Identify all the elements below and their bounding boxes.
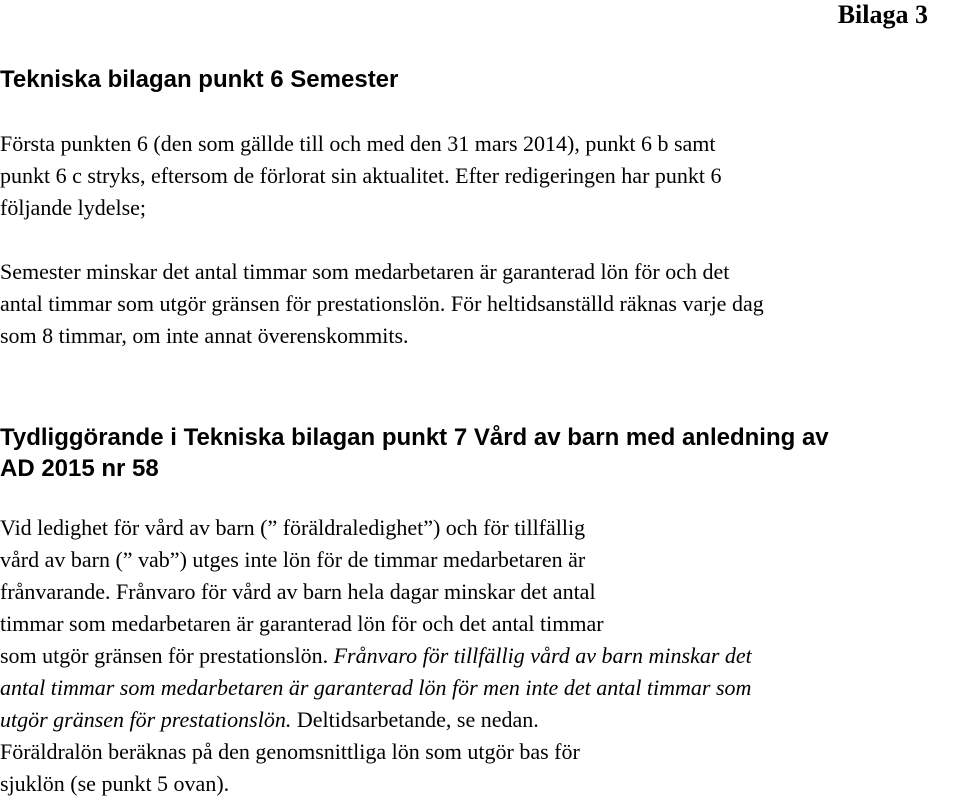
text-line: timmar som medarbetaren är garanterad lön för och det antal timmar [0,611,604,636]
text-line [0,640,752,672]
section-1-paragraph-2 [0,256,764,352]
italic-text-segment: utgör gränsen för prestationslön. [0,707,292,732]
appendix-label: Bilaga 3 [837,0,928,29]
text-line: följande lydelse; [0,195,147,220]
text-line [0,672,752,704]
section-1-paragraph-1 [0,128,722,224]
text-segment: som utgör gränsen för prestationslön. [0,643,334,668]
text-line: Vid ledighet för vård av barn (” föräldraledighet”) och för tillfällig [0,515,586,540]
text-line: vård av barn (” vab”) utges inte lön för de timmar medarbetaren är [0,547,586,572]
section-2-title [0,422,960,484]
section-2-paragraph [0,512,752,800]
section-1-title: Tekniska bilagan punkt 6 Semester [0,66,399,93]
text-line: antal timmar som utgör gränsen för prestationslön. För heltidsanställd räknas varje dag [0,291,764,316]
italic-text-segment: antal timmar som medarbetaren är garanterad lön för men inte det antal timmar som [0,675,752,700]
text-line: som 8 timmar, om inte annat överenskommits. [0,323,409,348]
text-line: Föräldralön beräknas på den genomsnittliga lön som utgör bas för [0,739,580,764]
text-line: frånvarande. Frånvaro för vård av barn hela dagar minskar det antal [0,579,596,604]
text-line: sjuklön (se punkt 5 ovan). [0,771,230,796]
italic-text-segment: Frånvaro för tillfällig vård av barn minskar det [333,643,752,668]
text-line: Första punkten 6 (den som gällde till och med den 31 mars 2014), punkt 6 b samt [0,131,716,156]
title-line: AD 2015 nr 58 [0,455,159,482]
text-segment: Deltidsarbetande, se nedan. [291,707,539,732]
text-line [0,704,752,736]
text-line: Semester minskar det antal timmar som medarbetaren är garanterad lön för och det [0,259,730,284]
title-line: Tydliggörande i Tekniska bilagan punkt 7 Vård av barn med anledning av [0,424,829,451]
text-line: punkt 6 c stryks, eftersom de förlorat sin aktualitet. Efter redigeringen har punkt 6 [0,163,722,188]
